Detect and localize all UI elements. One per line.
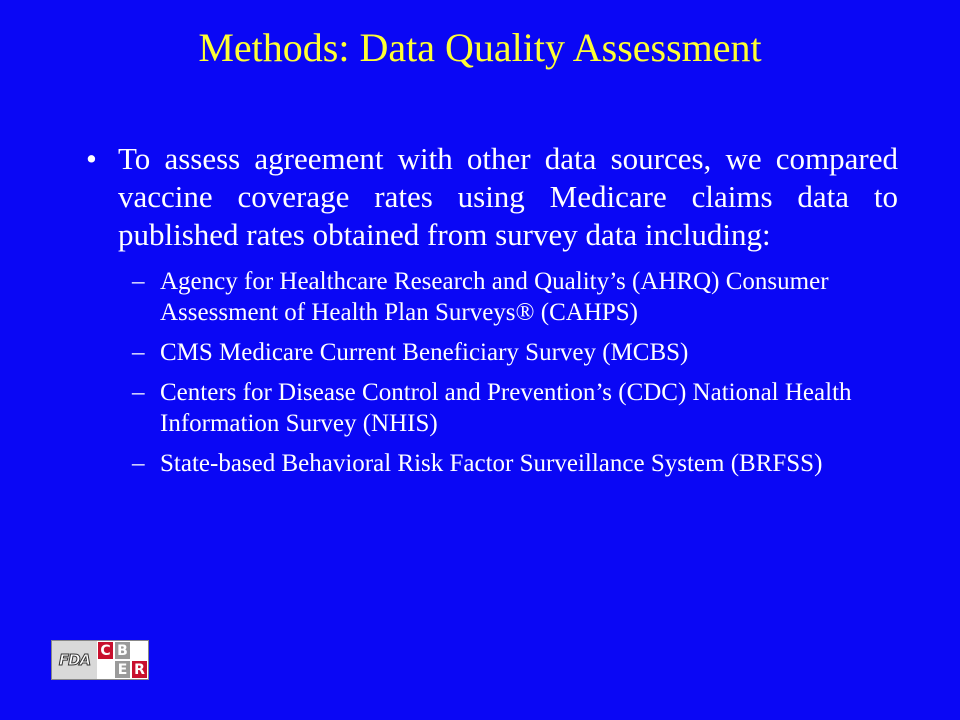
list-item-text: CMS Medicare Current Beneficiary Survey (MCBS): [160, 339, 689, 366]
list-item: [132, 266, 880, 328]
cber-cell: B: [114, 641, 131, 660]
list-item-text: Agency for Healthcare Research and Quality’s (AHRQ) Consumer Assessment of Health Plan Surveys® (CAHPS): [160, 268, 829, 326]
list-item: [132, 377, 880, 439]
main-bullet-text: To assess agreement with other data sources, we compared vaccine coverage rates using Medicare claims data to published rates obtained from survey data including:: [118, 141, 898, 252]
cber-cell: C: [97, 641, 114, 660]
slide-content: [0, 140, 960, 488]
dash-icon: –: [132, 268, 145, 295]
list-item-text: State-based Behavioral Risk Factor Surveillance System (BRFSS): [160, 450, 823, 477]
cber-cell: R: [131, 660, 148, 679]
cber-cell: [131, 641, 148, 660]
bullet-icon: •: [86, 141, 97, 176]
cber-cell: E: [114, 660, 131, 679]
dash-icon: –: [132, 339, 145, 366]
cber-logo-grid: [97, 641, 148, 679]
dash-icon: –: [132, 379, 145, 406]
main-bullet: [86, 140, 898, 254]
cber-cell: [97, 660, 114, 679]
list-item-text: Centers for Disease Control and Prevention’s (CDC) National Health Information Survey (NHIS): [160, 379, 852, 437]
list-item: [132, 448, 880, 479]
dash-icon: –: [132, 450, 145, 477]
fda-logo-icon: [52, 641, 97, 679]
survey-sources-list: [0, 266, 960, 479]
fda-logo-text: FDA: [58, 651, 91, 669]
list-item: [132, 337, 880, 368]
fda-cber-logo: [51, 640, 149, 680]
slide-title: Methods: Data Quality Assessment: [198, 25, 762, 70]
